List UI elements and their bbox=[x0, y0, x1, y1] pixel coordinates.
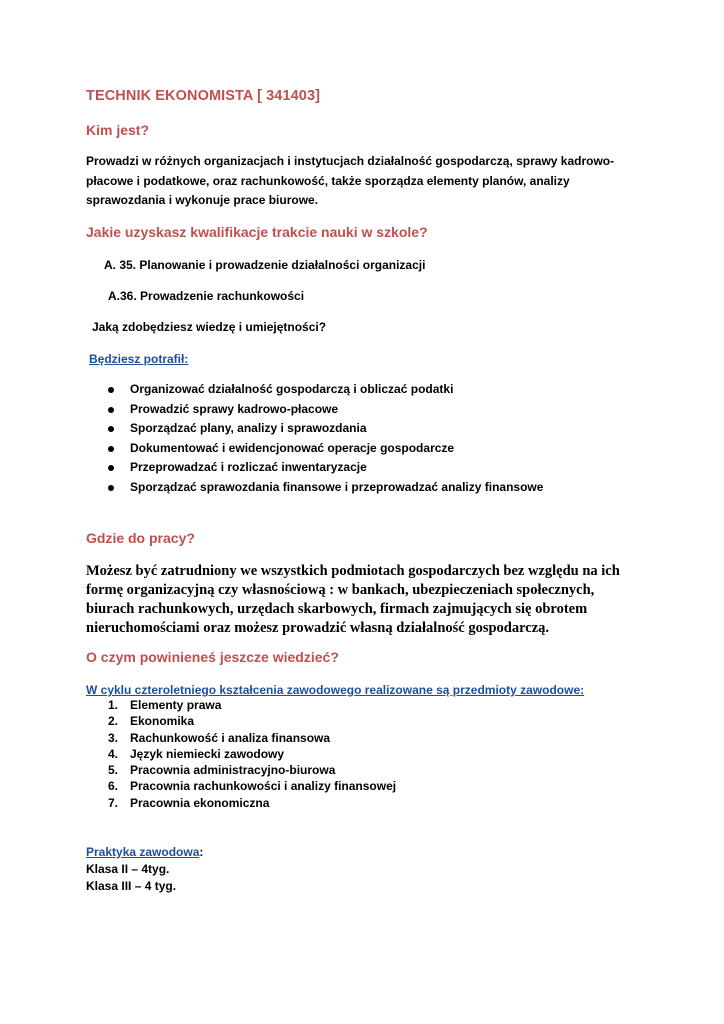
list-item: 1. Elementy prawa bbox=[108, 698, 222, 712]
list-item: Prowadzić sprawy kadrowo-płacowe bbox=[108, 400, 543, 420]
list-item: Dokumentować i ewidencjonować operacje gospodarcze bbox=[108, 439, 543, 459]
list-item: 2. Ekonomika bbox=[108, 714, 195, 729]
list-item: 7. Pracownia ekonomiczna bbox=[108, 795, 270, 810]
subjects-list bbox=[108, 697, 396, 811]
bullet-icon bbox=[108, 387, 114, 393]
praktyka-line: Praktyka zawodowa: bbox=[86, 845, 204, 859]
link-bedziesz-potrafil[interactable]: Będziesz potrafił: bbox=[89, 352, 189, 366]
intro-paragraph: Prowadzi w różnych organizacjach i instytucjach działalność gospodarczą, sprawy kadrowo-płacowe i podatkowe, oraz rachunkowość, także sporządza elementy planów, analizy sprawozdania i wykonuje prace biurowe. bbox=[86, 154, 615, 207]
list-item: 5. Pracownia administracyjno-biurowa bbox=[108, 763, 336, 778]
bullet-icon bbox=[108, 446, 114, 452]
bullet-icon bbox=[108, 426, 114, 432]
list-item: 6. Pracownia rachunkowości i analizy finansowej bbox=[108, 779, 397, 794]
praktyka-class-ii: Klasa II – 4tyg. bbox=[86, 862, 170, 876]
bullet-icon bbox=[108, 407, 114, 413]
heading-kwalifikacje: Jakie uzyskasz kwalifikacje trakcie nauki w szkole? bbox=[86, 224, 428, 240]
list-item: 4. Język niemiecki zawodowy bbox=[108, 746, 285, 761]
heading-praca: Gdzie do pracy? bbox=[86, 530, 195, 546]
question-knowledge: Jaką zdobędziesz wiedzę i umiejętności? bbox=[92, 320, 327, 334]
praktyka-class-iii: Klasa III – 4 tyg. bbox=[86, 879, 177, 893]
list-item: Organizować działalność gospodarczą i obliczać podatki bbox=[108, 380, 543, 400]
qualification-item: A. 35. Planowanie i prowadzenie działalności organizacji bbox=[104, 258, 426, 272]
heading-kim-jest: Kim jest? bbox=[86, 122, 150, 138]
list-item: 3. Rachunkowość i analiza finansowa bbox=[108, 730, 331, 745]
heading-wiedziec: O czym powinieneś jeszcze wiedzieć? bbox=[86, 649, 339, 665]
link-praktyka-zawodowa[interactable]: Praktyka zawodowa bbox=[86, 845, 200, 859]
qualification-item: A.36. Prowadzenie rachunkowości bbox=[108, 289, 305, 303]
list-item: Przeprowadzać i rozliczać inwentaryzacje bbox=[108, 458, 543, 478]
skills-list bbox=[108, 380, 543, 498]
list-item: Sporządzać plany, analizy i sprawozdania bbox=[108, 419, 543, 439]
link-przedmioty-zawodowe[interactable]: W cyklu czteroletniego kształcenia zawodowego realizowane są przedmioty zawodowe: bbox=[86, 683, 585, 697]
list-item: Sporządzać sprawozdania finansowe i przeprowadzać analizy finansowe bbox=[108, 478, 543, 498]
bullet-icon bbox=[108, 465, 114, 471]
page-title: TECHNIK EKONOMISTA [ 341403] bbox=[86, 88, 321, 104]
work-paragraph: Możesz być zatrudniony we wszystkich podmiotach gospodarczych bez względu na ich formę organizacyjną czy własnościową : w bankach, ubezpieczeniach społecznych, biurach rachunkowych, urzędach skarbowych, firmach zajmujących się obrotem nieruchomościami oraz możesz prowadzić własną działalność gospodarczą. bbox=[86, 563, 620, 636]
bullet-icon bbox=[108, 485, 114, 491]
